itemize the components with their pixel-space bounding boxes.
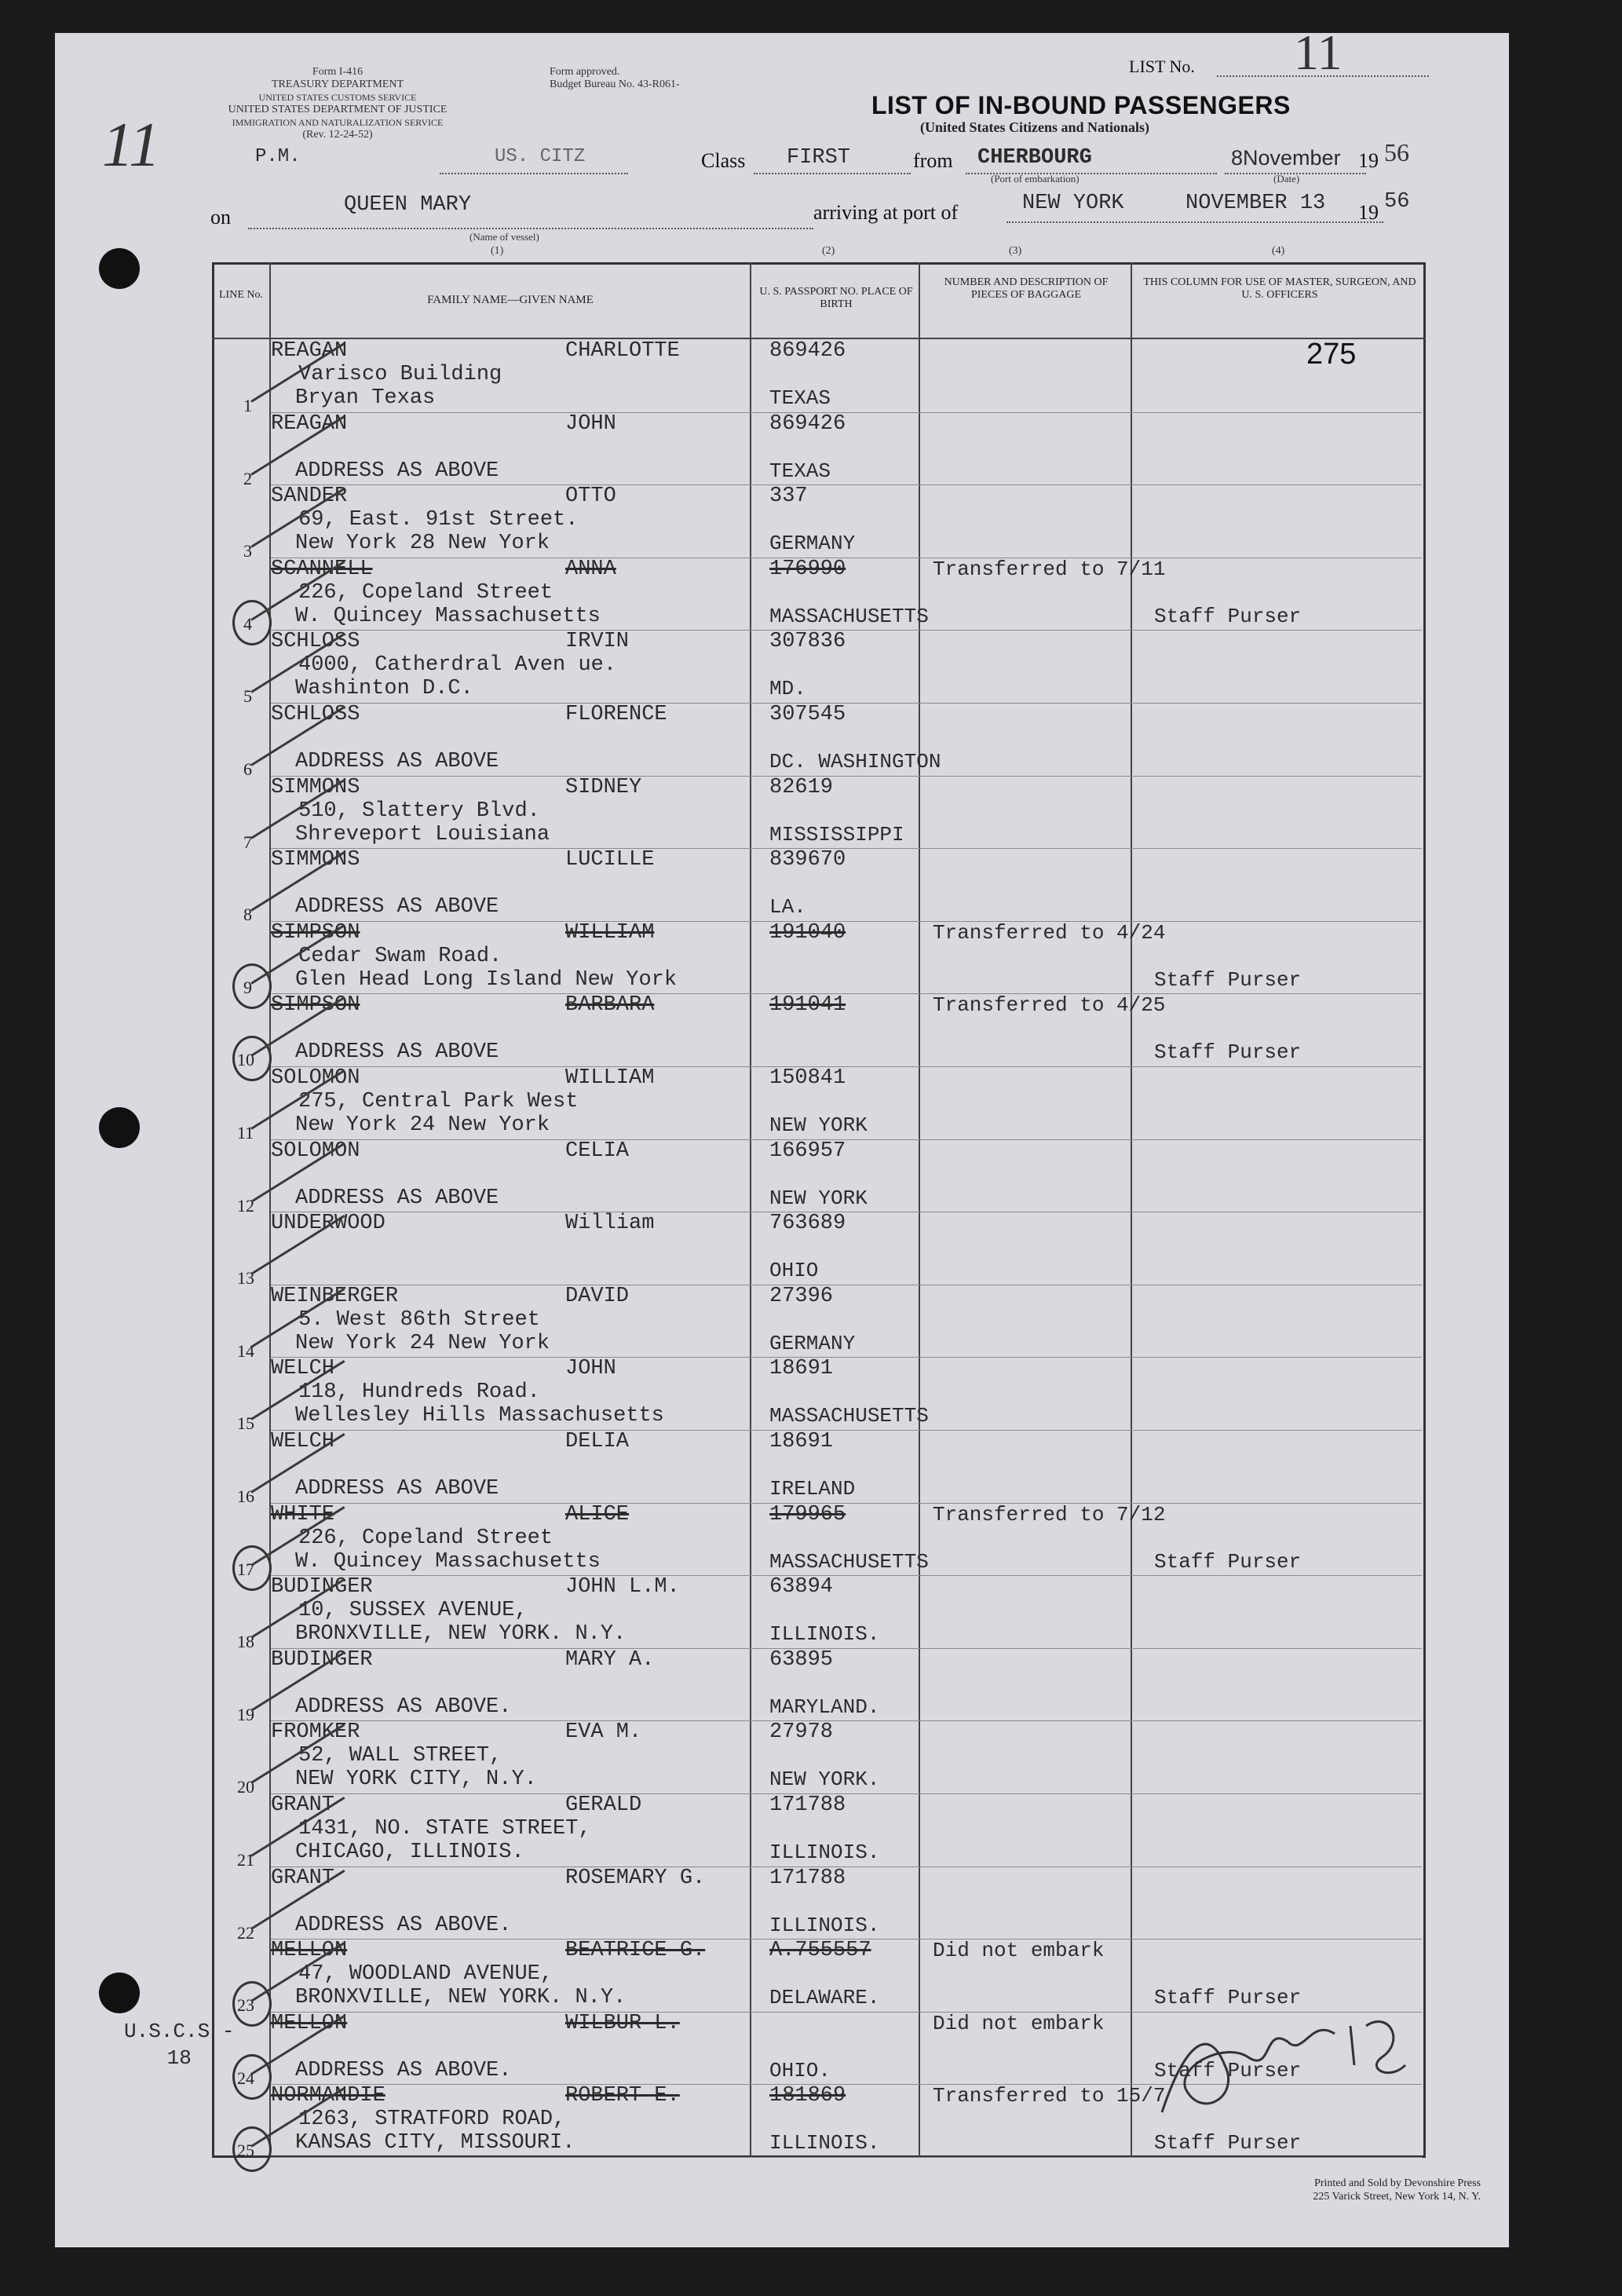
date-caption: (Date) (1273, 173, 1300, 185)
passenger-address-line1: 4000, Catherdral Aven ue. (298, 653, 617, 678)
passenger-family-name: SIMMONS (271, 848, 360, 872)
from-label: from (913, 149, 953, 172)
line-number: 10 (237, 1050, 254, 1070)
passenger-family-name: SANDER (271, 484, 348, 509)
col-header-name: FAMILY NAME—GIVEN NAME (427, 294, 594, 306)
line-number: 21 (237, 1850, 254, 1870)
passport-number: 191040 (769, 920, 846, 945)
baggage-note: Transferred to 15/7 (933, 2084, 1166, 2108)
baggage-note: Transferred to 4/24 (933, 920, 1166, 945)
passenger-given-name: LUCILLE (565, 848, 655, 872)
place-of-birth: ILLINOIS. (769, 1841, 880, 1864)
margin-handwritten-number: 11 (102, 111, 161, 180)
passenger-family-name: REAGAN (271, 411, 348, 436)
passenger-address-line2: Shreveport Louisiana (295, 822, 550, 846)
row-divider (271, 921, 1422, 922)
revision: (Rev. 12-24-52) (302, 129, 373, 141)
arrival-date: NOVEMBER 13 (1185, 192, 1326, 215)
passenger-family-name: MELLON (271, 1939, 348, 1963)
passenger-given-name: OTTO (565, 484, 616, 509)
place-of-birth: DC. WASHINGTON (769, 750, 941, 773)
place-of-birth: OHIO. (769, 2058, 831, 2082)
place-of-birth: ILLINOIS. (769, 1913, 880, 1937)
line-number: 15 (237, 1413, 254, 1434)
passport-number: 839670 (769, 848, 846, 872)
approval-block (550, 66, 680, 91)
printer-line1: Printed and Sold by Devonshire Press (1314, 2177, 1481, 2189)
line-circle-mark (232, 600, 272, 645)
line-number: 18 (237, 1632, 254, 1652)
row-divider (271, 703, 1422, 704)
staff-purser-note: Staff Purser (1154, 967, 1302, 992)
passenger-address-line2: ADDRESS AS ABOVE (295, 1186, 499, 1210)
side-stamp-line1: U.S.C.S - (124, 2020, 235, 2043)
staff-purser-note: Staff Purser (1154, 604, 1302, 628)
passenger-address-line2: ADDRESS AS ABOVE (295, 459, 499, 483)
arrival-year-prefix: 19 (1358, 201, 1379, 224)
row-divider (271, 1066, 1422, 1067)
passenger-given-name: MARY A. (565, 1647, 655, 1672)
place-of-birth: LA. (769, 895, 806, 919)
passenger-given-name: BEATRICE G. (565, 1939, 706, 1963)
passenger-address-line1: 118, Hundreds Road. (298, 1380, 540, 1405)
passenger-given-name: IRVIN (565, 630, 630, 654)
passenger-address-line2: Bryan Texas (295, 386, 436, 410)
passenger-address-line2: ADDRESS AS ABOVE (295, 1477, 499, 1501)
passenger-given-name: WILLIAM (565, 1066, 655, 1090)
passenger-family-name: FROMKER (271, 1720, 360, 1745)
row-divider (271, 630, 1422, 631)
passenger-address-line2: W. Quincey Massachusetts (295, 1549, 601, 1574)
place-of-birth: ILLINOIS. (769, 2131, 880, 2155)
passenger-family-name: WELCH (271, 1430, 335, 1453)
passenger-given-name: BARBARA (565, 993, 655, 1018)
binder-hole (99, 248, 140, 289)
side-stamp-line2: 18 (166, 2046, 192, 2070)
staff-purser-note: Staff Purser (1154, 1986, 1302, 2010)
line-number: 23 (237, 1995, 254, 2016)
passenger-given-name: FLORENCE (565, 703, 667, 726)
passport-number: 63894 (769, 1575, 834, 1600)
line-circle-mark (232, 1981, 272, 2027)
passenger-address-line2: ADDRESS AS ABOVE. (295, 1695, 512, 1719)
form-number: Form I-416 (312, 66, 363, 78)
customs-service: UNITED STATES CUSTOMS SERVICE (258, 92, 417, 103)
justice-dept: UNITED STATES DEPARTMENT OF JUSTICE (228, 104, 448, 115)
line-circle-mark (232, 1036, 272, 1081)
passenger-given-name: ROBERT E. (565, 2084, 680, 2108)
passenger-family-name: UNDERWOOD (271, 1212, 385, 1236)
col-divider (750, 262, 751, 2158)
passport-number: 191041 (769, 993, 846, 1018)
passenger-address-line2: ADDRESS AS ABOVE. (295, 1913, 512, 1937)
passenger-address-line1: 226, Copeland Street (298, 580, 553, 605)
passenger-address-line2: ADDRESS AS ABOVE (295, 1040, 499, 1065)
line-number: 7 (243, 832, 252, 852)
row-divider (271, 484, 1422, 485)
passport-number: 27978 (769, 1720, 834, 1745)
passenger-family-name: GRANT (271, 1866, 335, 1890)
col-num-3: (3) (1009, 245, 1022, 257)
place-of-birth: GERMANY (769, 1331, 856, 1355)
passenger-family-name: WHITE (271, 1502, 335, 1526)
place-of-birth: NEW YORK (769, 1186, 868, 1210)
baggage-note: Did not embark (933, 2011, 1105, 2035)
passport-number: 171788 (769, 1793, 846, 1817)
class-label: Class (701, 149, 746, 172)
line-number: 20 (237, 1777, 254, 1797)
passport-number: 176990 (769, 557, 846, 581)
printer-line2: 225 Varick Street, New York 14, N. Y. (1313, 2191, 1481, 2203)
place-of-birth: DELAWARE. (769, 1986, 880, 2010)
line-number: 6 (243, 759, 252, 779)
passport-number: A.755557 (769, 1939, 871, 1963)
passenger-address-line1: 1431, NO. STATE STREET, (298, 1817, 591, 1841)
page-title: LIST OF IN-BOUND PASSENGERS (871, 91, 1291, 119)
year-prefix: 19 (1358, 149, 1379, 172)
row-divider (271, 1720, 1422, 1721)
passenger-given-name: William (565, 1212, 655, 1236)
list-number: 11 (1294, 24, 1343, 80)
passport-number: 63895 (769, 1647, 834, 1672)
row-divider (271, 1575, 1422, 1576)
passport-number: 18691 (769, 1430, 834, 1453)
row-divider (271, 993, 1422, 994)
passenger-address-line2: Wellesley Hills Massachusetts (295, 1404, 664, 1428)
passport-number: 181869 (769, 2084, 846, 2108)
from-value: CHERBOURG (977, 146, 1092, 170)
binder-hole (99, 1972, 140, 2013)
binder-hole (99, 1107, 140, 1148)
line-number: 1 (243, 396, 252, 415)
passenger-address-line2: BRONXVILLE, NEW YORK. N.Y. (295, 1622, 627, 1647)
row-divider (271, 848, 1422, 849)
col-num-4: (4) (1272, 245, 1285, 257)
passenger-address-line1: 52, WALL STREET, (298, 1744, 502, 1768)
col-header-line-no: LINE No. (219, 289, 263, 301)
passenger-given-name: ANNA (565, 557, 616, 581)
embark-caption: (Port of embarkation) (991, 173, 1080, 185)
passenger-given-name: EVA M. (565, 1720, 642, 1745)
class-line (754, 173, 911, 174)
baggage-note: Transferred to 4/25 (933, 993, 1166, 1018)
passenger-address-line1: 47, WOODLAND AVENUE, (298, 1962, 553, 1987)
passenger-given-name: DAVID (565, 1284, 630, 1308)
arrival-line (1006, 221, 1383, 223)
passenger-address-line1: Varisco Building (298, 363, 502, 386)
list-no-label: LIST No. (1129, 57, 1195, 76)
staff-purser-note: Staff Purser (1154, 1040, 1302, 1065)
baggage-note: Did not embark (933, 1939, 1105, 1963)
line-number: 12 (237, 1195, 254, 1216)
passenger-address-line1: 226, Copeland Street (298, 1526, 553, 1550)
page-count-stamp: 275 (1306, 338, 1357, 371)
form-agency-block (212, 66, 463, 141)
passenger-given-name: JOHN (565, 1357, 616, 1381)
passenger-address-line2: ADDRESS AS ABOVE (295, 895, 499, 919)
passenger-address-line2: ADDRESS AS ABOVE (295, 750, 499, 773)
passenger-family-name: SCANNELL (271, 557, 373, 581)
place-of-birth: NEW YORK (769, 1113, 868, 1137)
passport-number: 869426 (769, 339, 846, 363)
passenger-given-name: WILLIAM (565, 920, 655, 945)
line-circle-mark (232, 963, 272, 1009)
line-circle-mark (232, 1545, 272, 1591)
budget-bureau: Budget Bureau No. 43-R061- (550, 79, 680, 90)
place-of-birth: NEW YORK. (769, 1768, 880, 1792)
line-number: 17 (237, 1559, 254, 1579)
passport-number: 179965 (769, 1502, 846, 1526)
passenger-family-name: WEINBERGER (271, 1284, 399, 1308)
passenger-family-name: WELCH (271, 1357, 335, 1381)
passenger-given-name: WILBUR L. (565, 2011, 680, 2035)
passport-number: 18691 (769, 1357, 834, 1381)
arrival-year-suffix: 56 (1384, 190, 1410, 214)
place-of-birth: ILLINOIS. (769, 1622, 880, 1647)
col-divider (1131, 262, 1132, 2158)
line-number: 3 (243, 541, 252, 561)
passport-number: 869426 (769, 411, 846, 436)
passenger-address-line2: Glen Head Long Island New York (295, 967, 678, 992)
baggage-note: Transferred to 7/11 (933, 557, 1166, 581)
passenger-given-name: ROSEMARY G. (565, 1866, 706, 1890)
passenger-address-line1: 10, SUSSEX AVENUE, (298, 1599, 528, 1623)
passenger-family-name: SIMMONS (271, 775, 360, 799)
side-stamp (124, 2018, 234, 2071)
line-number: 4 (243, 613, 252, 634)
passenger-given-name: DELIA (565, 1430, 630, 1453)
line-circle-mark (232, 2054, 272, 2100)
place-of-birth: MARYLAND. (769, 1695, 880, 1719)
row-divider (271, 1430, 1422, 1431)
vessel-caption: (Name of vessel) (469, 231, 539, 243)
line-number: 24 (237, 2067, 254, 2088)
row-divider (271, 1503, 1422, 1504)
date-value: 8November (1231, 146, 1341, 170)
arrival-port: NEW YORK (1022, 192, 1124, 215)
printer-footer (1313, 2177, 1481, 2203)
row-divider (271, 1793, 1422, 1794)
passport-number: 307836 (769, 630, 846, 654)
us-citz-stamp: US. CITZ (495, 146, 586, 167)
passport-number: 337 (769, 484, 808, 509)
line-number: 22 (237, 1922, 254, 1943)
year-suffix: 56 (1384, 138, 1409, 166)
passenger-address-line2: New York 28 New York (295, 532, 550, 556)
passenger-family-name: NORMANDIE (271, 2084, 385, 2108)
place-of-birth: MASSACHUSETTS (769, 1404, 929, 1428)
passenger-address-line1: 69, East. 91st Street. (298, 508, 579, 532)
col-num-1: (1) (491, 245, 504, 257)
passenger-family-name: REAGAN (271, 339, 348, 363)
ins-service: IMMIGRATION AND NATURALIZATION SERVICE (232, 117, 444, 128)
passenger-family-name: SCHLOSS (271, 630, 360, 654)
vessel-name: QUEEN MARY (344, 193, 472, 217)
col-header-baggage: NUMBER AND DESCRIPTION OF PIECES OF BAGGAGE (944, 276, 1109, 301)
line-number: 25 (237, 2141, 254, 2161)
passenger-family-name: SCHLOSS (271, 703, 360, 726)
passport-number: 307545 (769, 703, 846, 726)
treasury-dept: TREASURY DEPARTMENT (271, 79, 404, 90)
row-divider (271, 1139, 1422, 1140)
staff-purser-note: Staff Purser (1154, 2058, 1302, 2082)
place-of-birth: TEXAS (769, 459, 831, 483)
passenger-given-name: CHARLOTTE (565, 339, 680, 363)
passenger-address-line1: 5. West 86th Street (298, 1307, 540, 1332)
line-number: 9 (243, 977, 252, 997)
field-line (440, 173, 628, 174)
passenger-family-name: SIMPSON (271, 993, 360, 1018)
row-divider (271, 1648, 1422, 1649)
place-of-birth: MASSACHUSETTS (769, 604, 929, 628)
passenger-family-name: MELLON (271, 2011, 348, 2035)
passport-number: 171788 (769, 1866, 846, 1890)
place-of-birth: MD. (769, 677, 806, 701)
place-of-birth: OHIO (769, 1259, 819, 1283)
passenger-given-name: ALICE (565, 1502, 630, 1526)
passenger-address-line1: 1263, STRATFORD ROAD, (298, 2108, 566, 2132)
col-header-passport: U. S. PASSPORT NO. PLACE OF BIRTH (759, 286, 913, 310)
passenger-address-line2: ADDRESS AS ABOVE. (295, 2058, 512, 2082)
passport-number: 82619 (769, 775, 834, 799)
row-divider (271, 2157, 1422, 2158)
line-circle-mark (232, 2126, 272, 2172)
passenger-family-name: BUDINGER (271, 1647, 373, 1672)
line-number: 16 (237, 1486, 254, 1506)
passenger-given-name: JOHN (565, 411, 616, 436)
line-number: 19 (237, 1704, 254, 1724)
place-of-birth: GERMANY (769, 532, 856, 556)
passenger-given-name: JOHN L.M. (565, 1575, 680, 1600)
pm-stamp: P.M. (255, 146, 301, 167)
passenger-address-line2: New York 24 New York (295, 1331, 550, 1355)
passenger-family-name: SIMPSON (271, 920, 360, 945)
row-divider (271, 1866, 1422, 1867)
passenger-address-line1: 275, Central Park West (298, 1090, 579, 1113)
signature-flourish (1154, 1994, 1421, 2136)
vessel-line (248, 228, 813, 229)
passenger-address-line2: BRONXVILLE, NEW YORK. N.Y. (295, 1986, 627, 2010)
passport-number: 150841 (769, 1066, 846, 1090)
staff-purser-note: Staff Purser (1154, 1549, 1302, 1574)
arriving-label: arriving at port of (813, 201, 959, 224)
col-num-2: (2) (822, 245, 835, 257)
col-divider (919, 262, 920, 2158)
passenger-address-line2: CHICAGO, ILLINOIS. (295, 1841, 524, 1864)
passenger-family-name: SOLOMON (271, 1066, 360, 1090)
line-number: 14 (237, 1340, 254, 1361)
row-divider (271, 776, 1422, 777)
passenger-address-line2: W. Quincey Massachusetts (295, 604, 601, 628)
passenger-address-line2: KANSAS CITY, MISSOURI. (295, 2131, 575, 2155)
col-header-officers: THIS COLUMN FOR USE OF MASTER, SURGEON, AND U. S. OFFICERS (1143, 276, 1416, 301)
line-number: 5 (243, 686, 252, 707)
form-approved: Form approved. (550, 66, 620, 78)
row-divider (271, 1357, 1422, 1358)
passenger-address-line2: Washinton D.C. (295, 677, 473, 701)
passport-number: 166957 (769, 1139, 846, 1163)
row-divider (271, 412, 1422, 413)
passenger-family-name: BUDINGER (271, 1575, 373, 1600)
class-value: FIRST (787, 146, 851, 170)
passport-number: 27396 (769, 1284, 834, 1308)
place-of-birth: IRELAND (769, 1477, 856, 1501)
line-number: 11 (237, 1123, 254, 1143)
passenger-address-line2: NEW YORK CITY, N.Y. (295, 1768, 537, 1792)
line-number: 13 (237, 1268, 254, 1289)
page-subtitle: (United States Citizens and Nationals) (920, 119, 1150, 135)
passport-number: 763689 (769, 1212, 846, 1236)
passenger-address-line1: Cedar Swam Road. (298, 944, 502, 968)
passenger-given-name: GERALD (565, 1793, 642, 1817)
place-of-birth: MASSACHUSETTS (769, 1549, 929, 1574)
staff-purser-note: Staff Purser (1154, 2131, 1302, 2155)
line-number: 2 (243, 468, 252, 488)
passenger-address-line2: New York 24 New York (295, 1113, 550, 1137)
passenger-given-name: CELIA (565, 1139, 630, 1163)
passenger-family-name: GRANT (271, 1793, 335, 1817)
passenger-given-name: SIDNEY (565, 775, 642, 799)
baggage-note: Transferred to 7/12 (933, 1502, 1166, 1526)
passenger-address-line1: 510, Slattery Blvd. (298, 799, 540, 823)
on-label: on (210, 206, 231, 229)
place-of-birth: TEXAS (769, 386, 831, 410)
passenger-family-name: SOLOMON (271, 1139, 360, 1163)
place-of-birth: MISSISSIPPI (769, 822, 904, 846)
line-number: 8 (243, 905, 252, 925)
